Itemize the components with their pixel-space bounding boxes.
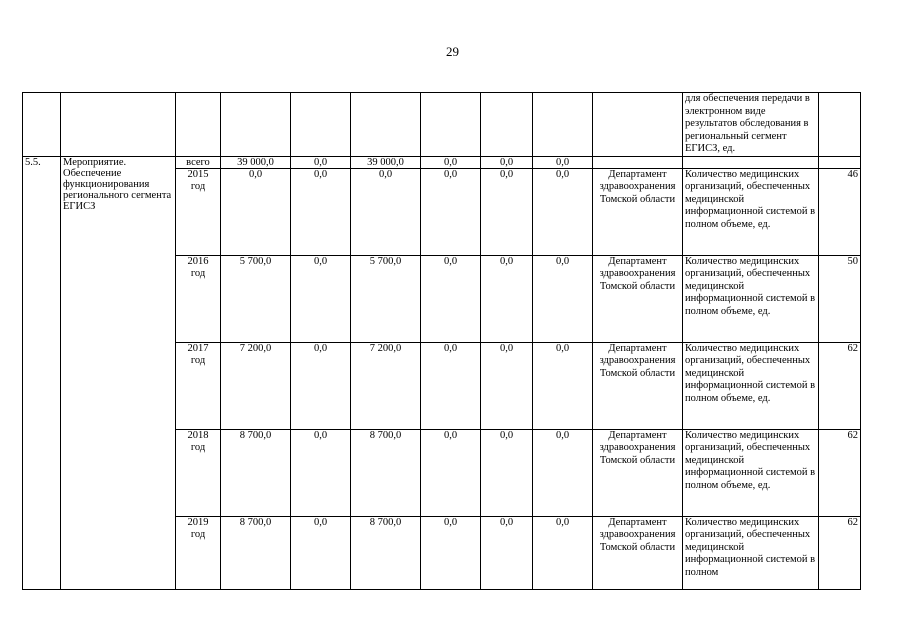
year-value: 62 <box>819 342 861 429</box>
cell-value <box>819 93 861 157</box>
cell-v6 <box>533 93 593 157</box>
year-dept: Департамент здравоохранения Томской области <box>593 429 683 516</box>
continuation-row <box>23 93 861 157</box>
section-name: Мероприятие. Обеспечение функционирования регионального сегмента ЕГИСЗ <box>61 156 176 589</box>
year-value: 62 <box>819 516 861 589</box>
year-v1: 0,0 <box>221 168 291 255</box>
year-indicator: Количество медицинских организаций, обеспеченных медицинской информационной системой в полном <box>683 516 819 589</box>
year-cell: 2016 год <box>176 255 221 342</box>
year-cell: 2017 год <box>176 342 221 429</box>
year-v5: 0,0 <box>481 255 533 342</box>
cell-v3 <box>351 93 421 157</box>
year-cell: 2019 год <box>176 516 221 589</box>
year-v1: 7 200,0 <box>221 342 291 429</box>
total-v6: 0,0 <box>533 156 593 168</box>
total-dept <box>593 156 683 168</box>
year-value: 50 <box>819 255 861 342</box>
cell-number <box>23 93 61 157</box>
year-v5: 0,0 <box>481 342 533 429</box>
year-indicator: Количество медицинских организаций, обеспеченных медицинской информационной системой в полном объеме, ед. <box>683 255 819 342</box>
year-v2: 0,0 <box>291 342 351 429</box>
year-cell: 2018 год <box>176 429 221 516</box>
year-dept: Департамент здравоохранения Томской области <box>593 516 683 589</box>
year-dept: Департамент здравоохранения Томской области <box>593 255 683 342</box>
cell-year <box>176 93 221 157</box>
cell-indicator: для обеспечения передачи в электронном виде результатов обследования в региональный сегмент ЕГИСЗ, ед. <box>683 93 819 157</box>
year-v2: 0,0 <box>291 516 351 589</box>
year-dept: Департамент здравоохранения Томской области <box>593 342 683 429</box>
year-v4: 0,0 <box>421 168 481 255</box>
total-v3: 39 000,0 <box>351 156 421 168</box>
year-v4: 0,0 <box>421 516 481 589</box>
year-v6: 0,0 <box>533 429 593 516</box>
year-value: 62 <box>819 429 861 516</box>
year-dept: Департамент здравоохранения Томской области <box>593 168 683 255</box>
year-v4: 0,0 <box>421 429 481 516</box>
section-number: 5.5. <box>23 156 61 589</box>
year-v3: 5 700,0 <box>351 255 421 342</box>
cell-v4 <box>421 93 481 157</box>
year-v2: 0,0 <box>291 429 351 516</box>
page-number: 29 <box>446 44 459 59</box>
total-value <box>819 156 861 168</box>
year-v5: 0,0 <box>481 516 533 589</box>
year-cell: 2015 год <box>176 168 221 255</box>
year-v2: 0,0 <box>291 168 351 255</box>
total-v5: 0,0 <box>481 156 533 168</box>
total-v2: 0,0 <box>291 156 351 168</box>
year-v1: 5 700,0 <box>221 255 291 342</box>
cell-dept <box>593 93 683 157</box>
year-v6: 0,0 <box>533 342 593 429</box>
year-v6: 0,0 <box>533 516 593 589</box>
year-indicator: Количество медицинских организаций, обеспеченных медицинской информационной системой в полном объеме, ед. <box>683 429 819 516</box>
total-indicator <box>683 156 819 168</box>
year-v1: 8 700,0 <box>221 429 291 516</box>
year-v5: 0,0 <box>481 429 533 516</box>
year-value: 46 <box>819 168 861 255</box>
year-v6: 0,0 <box>533 168 593 255</box>
cell-name <box>61 93 176 157</box>
year-v1: 8 700,0 <box>221 516 291 589</box>
total-v4: 0,0 <box>421 156 481 168</box>
section-total-row <box>23 156 861 168</box>
cell-v5 <box>481 93 533 157</box>
year-indicator: Количество медицинских организаций, обеспеченных медицинской информационной системой в полном объеме, ед. <box>683 342 819 429</box>
year-v5: 0,0 <box>481 168 533 255</box>
year-v4: 0,0 <box>421 342 481 429</box>
year-v4: 0,0 <box>421 255 481 342</box>
year-v2: 0,0 <box>291 255 351 342</box>
year-indicator: Количество медицинских организаций, обеспеченных медицинской информационной системой в полном объеме, ед. <box>683 168 819 255</box>
year-v3: 8 700,0 <box>351 429 421 516</box>
year-v3: 0,0 <box>351 168 421 255</box>
cell-v1 <box>221 93 291 157</box>
year-v3: 7 200,0 <box>351 342 421 429</box>
year-v3: 8 700,0 <box>351 516 421 589</box>
cell-v2 <box>291 93 351 157</box>
program-table <box>22 92 861 590</box>
year-v6: 0,0 <box>533 255 593 342</box>
total-label: всего <box>176 156 221 168</box>
total-v1: 39 000,0 <box>221 156 291 168</box>
